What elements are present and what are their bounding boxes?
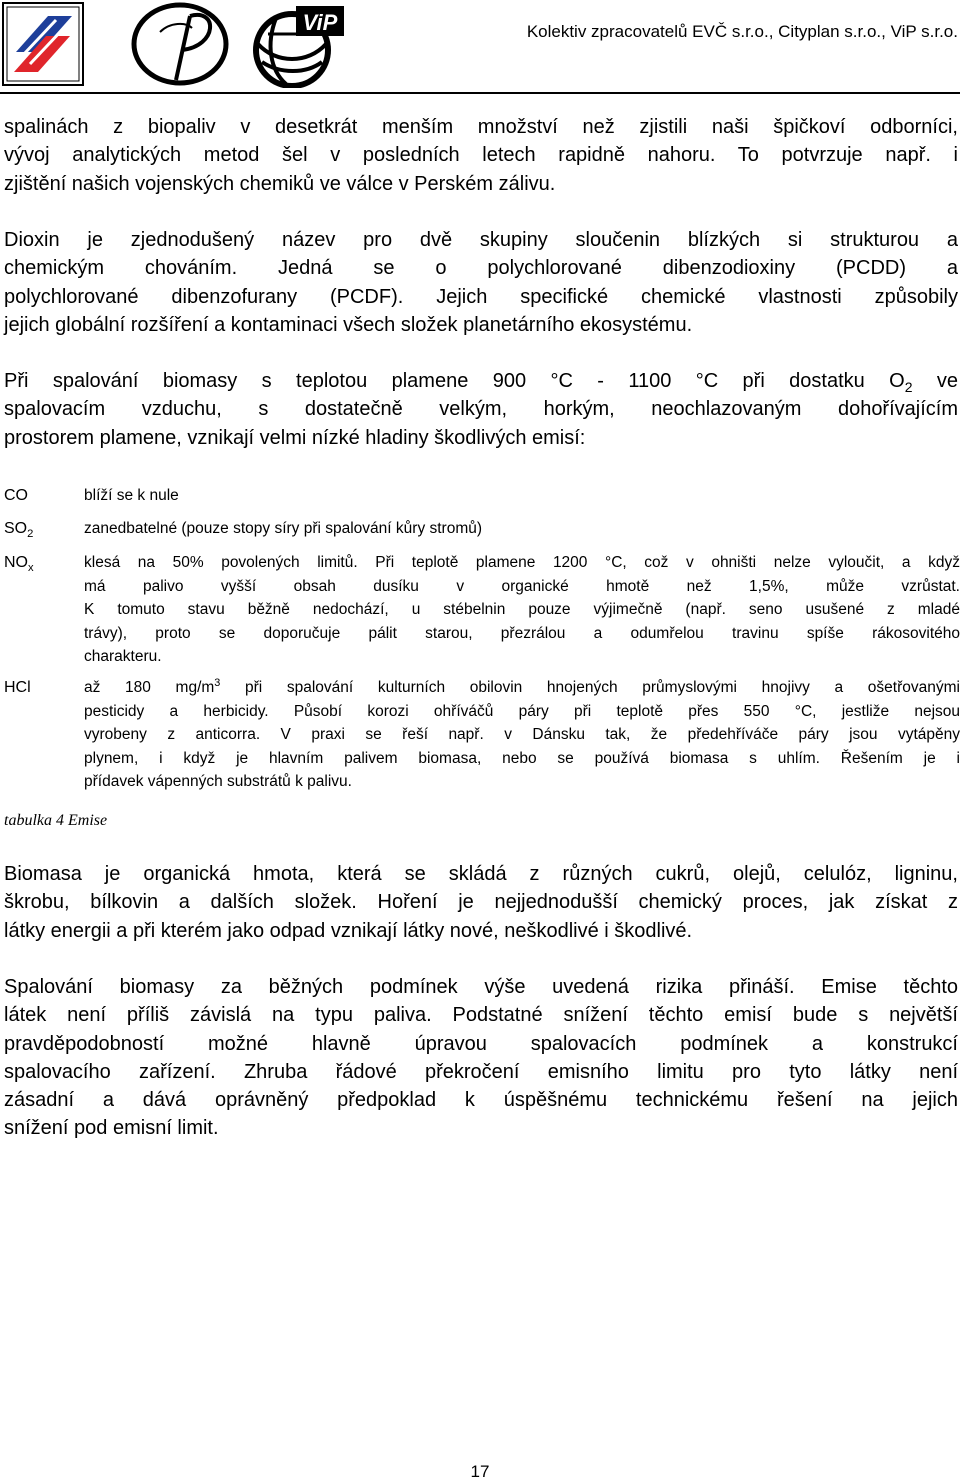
- text-line: spalinách z biopaliv v desetkrát menším množství než zjistili naši špičkoví odborníci,: [4, 116, 958, 138]
- emission-symbol: $NO_x$: [4, 554, 34, 575]
- emission-symbol: $SO_2$: [4, 520, 34, 541]
- emission-description: až 180 $mg/m^3$ při spalování kulturních obilovin hnojených průmyslovými hnojivy a ošetřovanými pesticidy a herbicidy. Působí korozi ohříváčů páry při teplotě přes 550 °C, jestliže nejsou vyrobeny z anticorra. V praxi se řeší např. v Dánsku tak, že předehříváče páry jsou vytápěny plynem, i když je hlavním palivem biomasa, nebo se používá biomasa s uhlím. Řešením je i přídavek vápenných substrátů k palivu.: [84, 676, 960, 790]
- emission-symbol: CO: [4, 487, 28, 504]
- paragraph-4: [4, 860, 958, 945]
- evc-logo: [2, 2, 84, 86]
- text-line: zásadní a dává oprávněný předpoklad k úspěšnému technickému řešení na jejich: [4, 1089, 958, 1112]
- text-line: Spalování biomasy za běžných podmínek výše uvedená rizika přináší. Emise těchto: [4, 976, 958, 998]
- header-divider: [0, 92, 960, 94]
- paragraph-2: [4, 226, 958, 339]
- text-line: spalovacího zařízení. Zhruba řádové překročení emisního limitu pro tyto látky není: [4, 1060, 958, 1083]
- emission-description: blíží se k nule: [84, 487, 179, 504]
- paragraph-1: [4, 113, 958, 198]
- text-line: vývoj analytických metod šel v posledních letech rapidně nahoru. To potvrzuje např. i: [4, 144, 958, 167]
- text-line: jejich globální rozšíření a kontaminaci všech složek planetárního ekosystému.: [4, 313, 693, 336]
- text-line: Při spalování biomasy s teplotou plamene 900 °C - 1100 °C při dostatku $O_2$ ve: [4, 370, 959, 395]
- text-line: spalovacím vzduchu, s dostatečně velkým, horkým, neochlazovaným dohořívajícím: [4, 398, 958, 421]
- vip-logo: [246, 4, 346, 88]
- paragraph-5: [4, 973, 958, 1143]
- text-line: snížení pod emisní limit.: [4, 1117, 219, 1140]
- header-company-text: Kolektiv zpracovatelů EVČ s.r.o., Cityplan s.r.o., ViP s.r.o.: [526, 22, 958, 41]
- text-line: chemickým chováním. Jedná se o polychlorované dibenzodioxiny (PCDD) a: [4, 257, 958, 280]
- text-line: pravděpodobností možné hlavně úpravou spalovacích podmínek a konstrukcí: [4, 1032, 958, 1055]
- cityplan-logo: [130, 2, 230, 86]
- vip-logo-text: ViP: [302, 10, 338, 35]
- text-line: Biomasa je organická hmota, která se skládá z různých cukrů, olejů, celulóz, ligninu,: [4, 863, 958, 885]
- text-line: látek není příliš závislá na typu paliva. Podstatné snížení těchto emisí bude s největší: [4, 1004, 958, 1027]
- text-line: Dioxin je zjednodušený název pro dvě skupiny sloučenin blízkých si strukturou a: [4, 229, 958, 251]
- text-line: zjištění našich vojenských chemiků ve válce v Perském zálivu.: [4, 172, 556, 195]
- text-line: škrobu, bílkovin a dalších složek. Hoření je nejjednodušší chemický proces, jak získat z: [4, 891, 958, 914]
- table-caption: tabulka 4 Emise: [4, 812, 108, 829]
- emission-symbol: HCl: [4, 679, 31, 696]
- page-header: [0, 0, 960, 90]
- page-number: 17: [470, 1462, 490, 1481]
- emission-description: klesá na 50% povolených limitů. Při teplotě plamene 1200 °C, což v ohništi nelze vyloučit, a když má palivo vyšší obsah dusíku v organické hmotě než 1,5%, může vzrůstat. K tomuto stavu běžně nedochází, u stébelnin pouze výjimečně (např. seno usušené z mladé trávy), proto se doporučuje pálit starou, přezrálou a odumřelou travinu spíše rákosovitého charakteru.: [84, 554, 960, 665]
- paragraph-3: [4, 367, 958, 452]
- text-line: látky energii a při kterém jako odpad vznikají látky nové, neškodlivé i škodlivé.: [4, 919, 693, 942]
- emission-description: zanedbatelné (pouze stopy síry při spalování kůry stromů): [84, 520, 483, 537]
- text-line: polychlorované dibenzofurany (PCDF). Jejich specifické chemické vlastnosti způsobily: [4, 285, 958, 308]
- text-line: prostorem plamene, vznikají velmi nízké hladiny škodlivých emisí:: [4, 426, 586, 449]
